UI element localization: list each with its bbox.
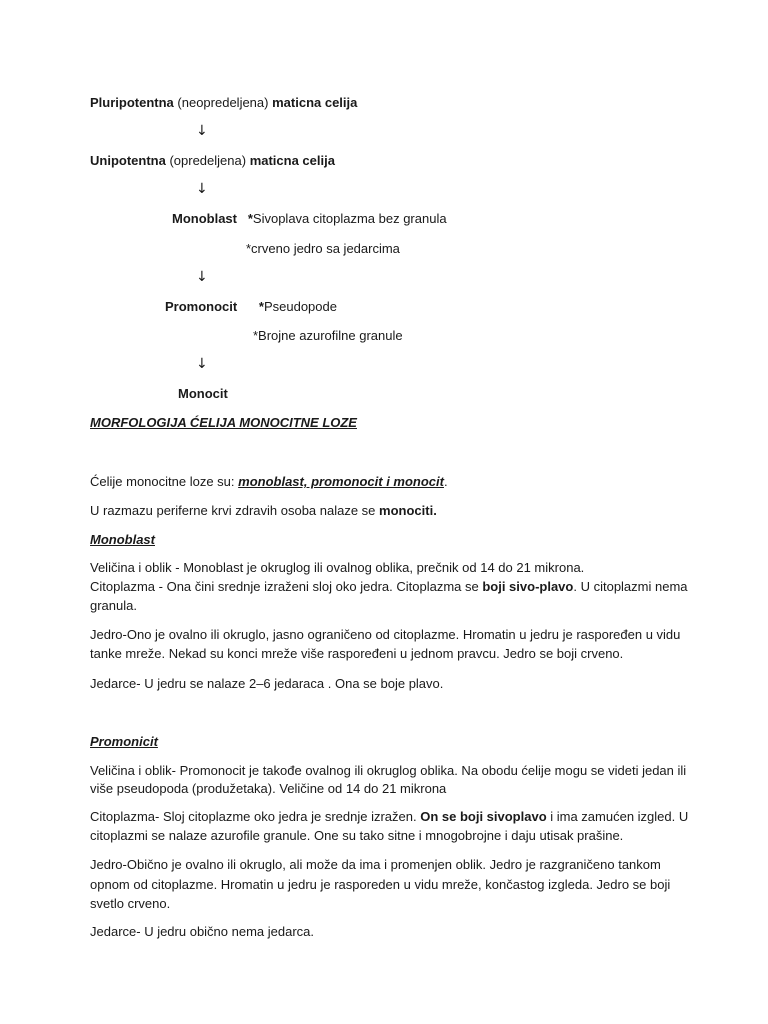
promonocit-nucleoli-line: Jedarce- U jedru obično nema jedarca. bbox=[90, 924, 315, 939]
unipotent-term: Unipotentna bbox=[90, 153, 166, 168]
intro-cell-types: monoblast, promonocit i monocit bbox=[238, 474, 444, 489]
down-arrow-4-icon: ↓ bbox=[196, 356, 208, 372]
promonocit-size-line-2: više pseudopoda (produžetaka). Veličine od 14 do 21 mikrona bbox=[90, 781, 447, 796]
monoblast-note-2: *crveno jedro sa jedarcima bbox=[246, 241, 400, 256]
monoblast-cytoplasm-color: boji sivo-plavo bbox=[482, 579, 574, 594]
down-arrow-2-icon: ↓ bbox=[196, 181, 208, 197]
promonocit-cytoplasm-tail: i ima zamućen izgled. U bbox=[546, 809, 689, 824]
monoblast-note-1: Sivoplava citoplazma bez granula bbox=[252, 211, 447, 226]
lineage-promonocit bbox=[165, 297, 337, 316]
monocit-label: Monocit bbox=[178, 386, 228, 401]
intro-period: . bbox=[443, 474, 448, 489]
monoblast-star: * bbox=[247, 211, 253, 226]
monoblast-nucleus-line-1: Jedro-Ono je ovalno ili okruglo, jasno ograničeno od citoplazme. Hromatin u jedru je raspoređen u vidu bbox=[90, 627, 681, 642]
monoblast-cytoplasm-tail: . U citoplazmi nema bbox=[573, 579, 688, 594]
monoblast-cytoplasm-text: Citoplazma - Ona čini srednje izraženi sloj oko jedra. Citoplazma se bbox=[90, 579, 483, 594]
promonocit-note-2: *Brojne azurofilne granule bbox=[253, 328, 403, 343]
lineage-pluripotent bbox=[90, 93, 357, 112]
promonocit-cytoplasm-color: On se boji sivoplavo bbox=[420, 809, 547, 824]
blood-monociti: monociti. bbox=[379, 503, 437, 518]
pluripotent-cell: maticna celija bbox=[272, 95, 358, 110]
promonocit-size-line-1: Veličina i oblik- Promonocit je takođe ovalnog ili okruglog oblika. Na obodu ćelije mogu se videti jedan ili bbox=[90, 763, 687, 778]
pluripotent-qualifier: (neopredeljena) bbox=[177, 95, 269, 110]
promonocit-star: * bbox=[258, 299, 264, 314]
lineage-unipotent bbox=[90, 151, 335, 170]
pluripotent-term: Pluripotentna bbox=[90, 95, 174, 110]
lineage-monoblast bbox=[172, 209, 447, 228]
monoblast-nucleoli-line: Jedarce- U jedru se nalaze 2–6 jedaraca . Ona se boje plavo. bbox=[90, 676, 444, 691]
promonocit-cytoplasm-line-2: citoplazmi se nalaze azurofile granule. One su tako sitne i mnogobrojne i daju utisak prašine. bbox=[90, 828, 624, 843]
intro-line bbox=[90, 472, 448, 491]
section-heading: MORFOLOGIJA ĆELIJA MONOCITNE LOZE bbox=[90, 415, 357, 430]
promonocit-cytoplasm-line-1 bbox=[90, 807, 688, 826]
promonocit-nucleus-line-2: opnom od citoplazme. Hromatin u jedru je rasporeden u vidu mreže, končastog izgleda. Jedro se boji bbox=[90, 877, 671, 892]
blood-line bbox=[90, 501, 437, 520]
monoblast-nucleus-line-2: tanke mreže. Nekad su konci mreže više raspoređeni u jednom pravcu. Jedro se boji crveno. bbox=[90, 646, 624, 661]
monoblast-granula-line: granula. bbox=[90, 598, 137, 613]
down-arrow-1-icon: ↓ bbox=[196, 123, 208, 139]
promonocit-cytoplasm-text: Citoplazma- Sloj citoplazme oko jedra je srednje izražen. bbox=[90, 809, 421, 824]
down-arrow-3-icon: ↓ bbox=[196, 269, 208, 285]
unipotent-qualifier: (opredeljena) bbox=[169, 153, 247, 168]
blood-text: U razmazu periferne krvi zdravih osoba nalaze se bbox=[90, 503, 380, 518]
monoblast-label: Monoblast bbox=[172, 211, 237, 226]
intro-text: Ćelije monocitne loze su: bbox=[90, 474, 239, 489]
monoblast-cytoplasm-line bbox=[90, 577, 688, 596]
monoblast-size-line: Veličina i oblik - Monoblast je okruglog ili ovalnog oblika, prečnik od 14 do 21 mikrona. bbox=[90, 560, 585, 575]
promonocit-label: Promonocit bbox=[165, 299, 238, 314]
monoblast-section-title: Monoblast bbox=[90, 532, 155, 547]
promonocit-nucleus-line-1: Jedro-Obično je ovalno ili okruglo, ali može da ima i promenjen oblik. Jedro je razgraničeno tankom bbox=[90, 857, 661, 872]
promonocit-section-title: Promonicit bbox=[90, 734, 158, 749]
unipotent-cell: maticna celija bbox=[249, 153, 335, 168]
promonocit-note-1: Pseudopode bbox=[263, 299, 337, 314]
promonocit-nucleus-line-3: svetlo crveno. bbox=[90, 896, 171, 911]
